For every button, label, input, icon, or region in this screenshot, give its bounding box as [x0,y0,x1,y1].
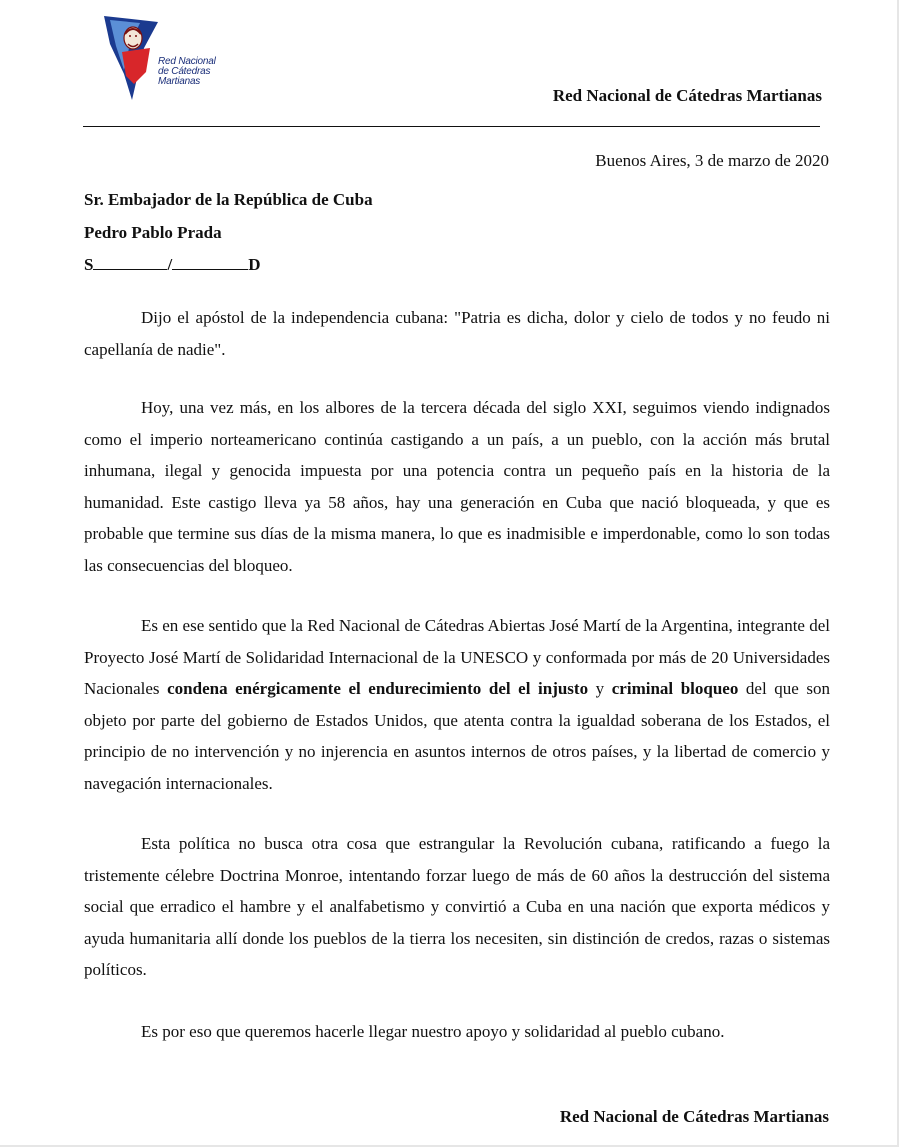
paragraph-3-bold-2: criminal bloqueo [611,679,739,699]
recipient-title: Sr. Embajador de la República de Cuba [84,190,373,209]
paragraph-1: Dijo el apóstol de la independencia cubana: "Patria es dicha, dolor y cielo de todos y no feudo ni capellanía de nadie". [84,308,830,359]
salutation-d: D [248,255,261,274]
logo-text [158,57,216,87]
signature: Red Nacional de Cátedras Martianas [559,1107,829,1126]
logo-text-line3: Martianas [158,76,201,87]
organization-logo [100,14,260,106]
salutation-blank-2 [172,255,248,270]
letter-date: Buenos Aires, 3 de marzo de 2020 [595,151,829,170]
paragraph-3-part-a: Es en ese sentido que la Red Nacional de Cátedras Abiertas José Martí de la Argentina, integrante del Proyecto José Martí de Solidaridad Internacional de la UNESCO y conformada por más de 20 Universidades Nacionales [84,616,830,699]
logo-text-line1: Red Nacional [158,56,216,67]
paragraph-2: Hoy, una vez más, en los albores de la tercera década del siglo XXI, seguimos viendo indignados como el imperio norteamericano continúa castigando a un país, a un pueblo, con la acción más brutal inhumana, ilegal y genocida impuesta por una potencia contra un pequeño país en la historia de la humanidad. Este castigo lleva ya 58 años, hay una generación en Cuba que nació bloqueada, y que es probable que termine sus días de la misma manera, lo que es inadmisible e imperdonable, como lo son todas las consecuencias del bloqueo. [84,398,830,575]
paragraph-4: Esta política no busca otra cosa que estrangular la Revolución cubana, ratificando a fuego la tristemente célebre Doctrina Monroe, intentando forzar luego de más de 60 años la destrucción del sistema social que erradico el hambre y el analfabetismo y convirtió a Cuba en una nación que exporta médicos y ayuda humanitaria allí donde los pueblos de la tierra los necesiten, sin distinción de credos, razas o sistemas políticos. [84,834,830,980]
paragraph-3-part-b: y [588,679,612,699]
salutation-s: S [84,255,94,274]
paragraph-3-bold-1: condena enérgicamente el endurecimiento del el injusto [167,679,589,699]
paragraph-5: Es por eso que queremos hacerle llegar nuestro apoyo y solidaridad al pueblo cubano. [141,1022,725,1041]
recipient-block [84,184,373,282]
header-organization-name: Red Nacional de Cátedras Martianas [552,86,822,105]
recipient-salutation [84,249,373,282]
salutation-slash: / [167,255,173,274]
paragraph-3-part-c: del que son objeto por parte del gobierno de Estados Unidos, que atenta contra la igualdad soberana de los Estados, el principio de no intervención y no injerencia en asuntos internos de otros países, y la libertad de comercio y navegación internacionales. [84,679,831,793]
salutation-blank-1 [93,255,167,270]
logo-text-line2: de Cátedras [158,66,211,77]
recipient-name: Pedro Pablo Prada [84,222,222,242]
paragraph-3 [84,610,830,800]
header-divider [83,126,820,127]
